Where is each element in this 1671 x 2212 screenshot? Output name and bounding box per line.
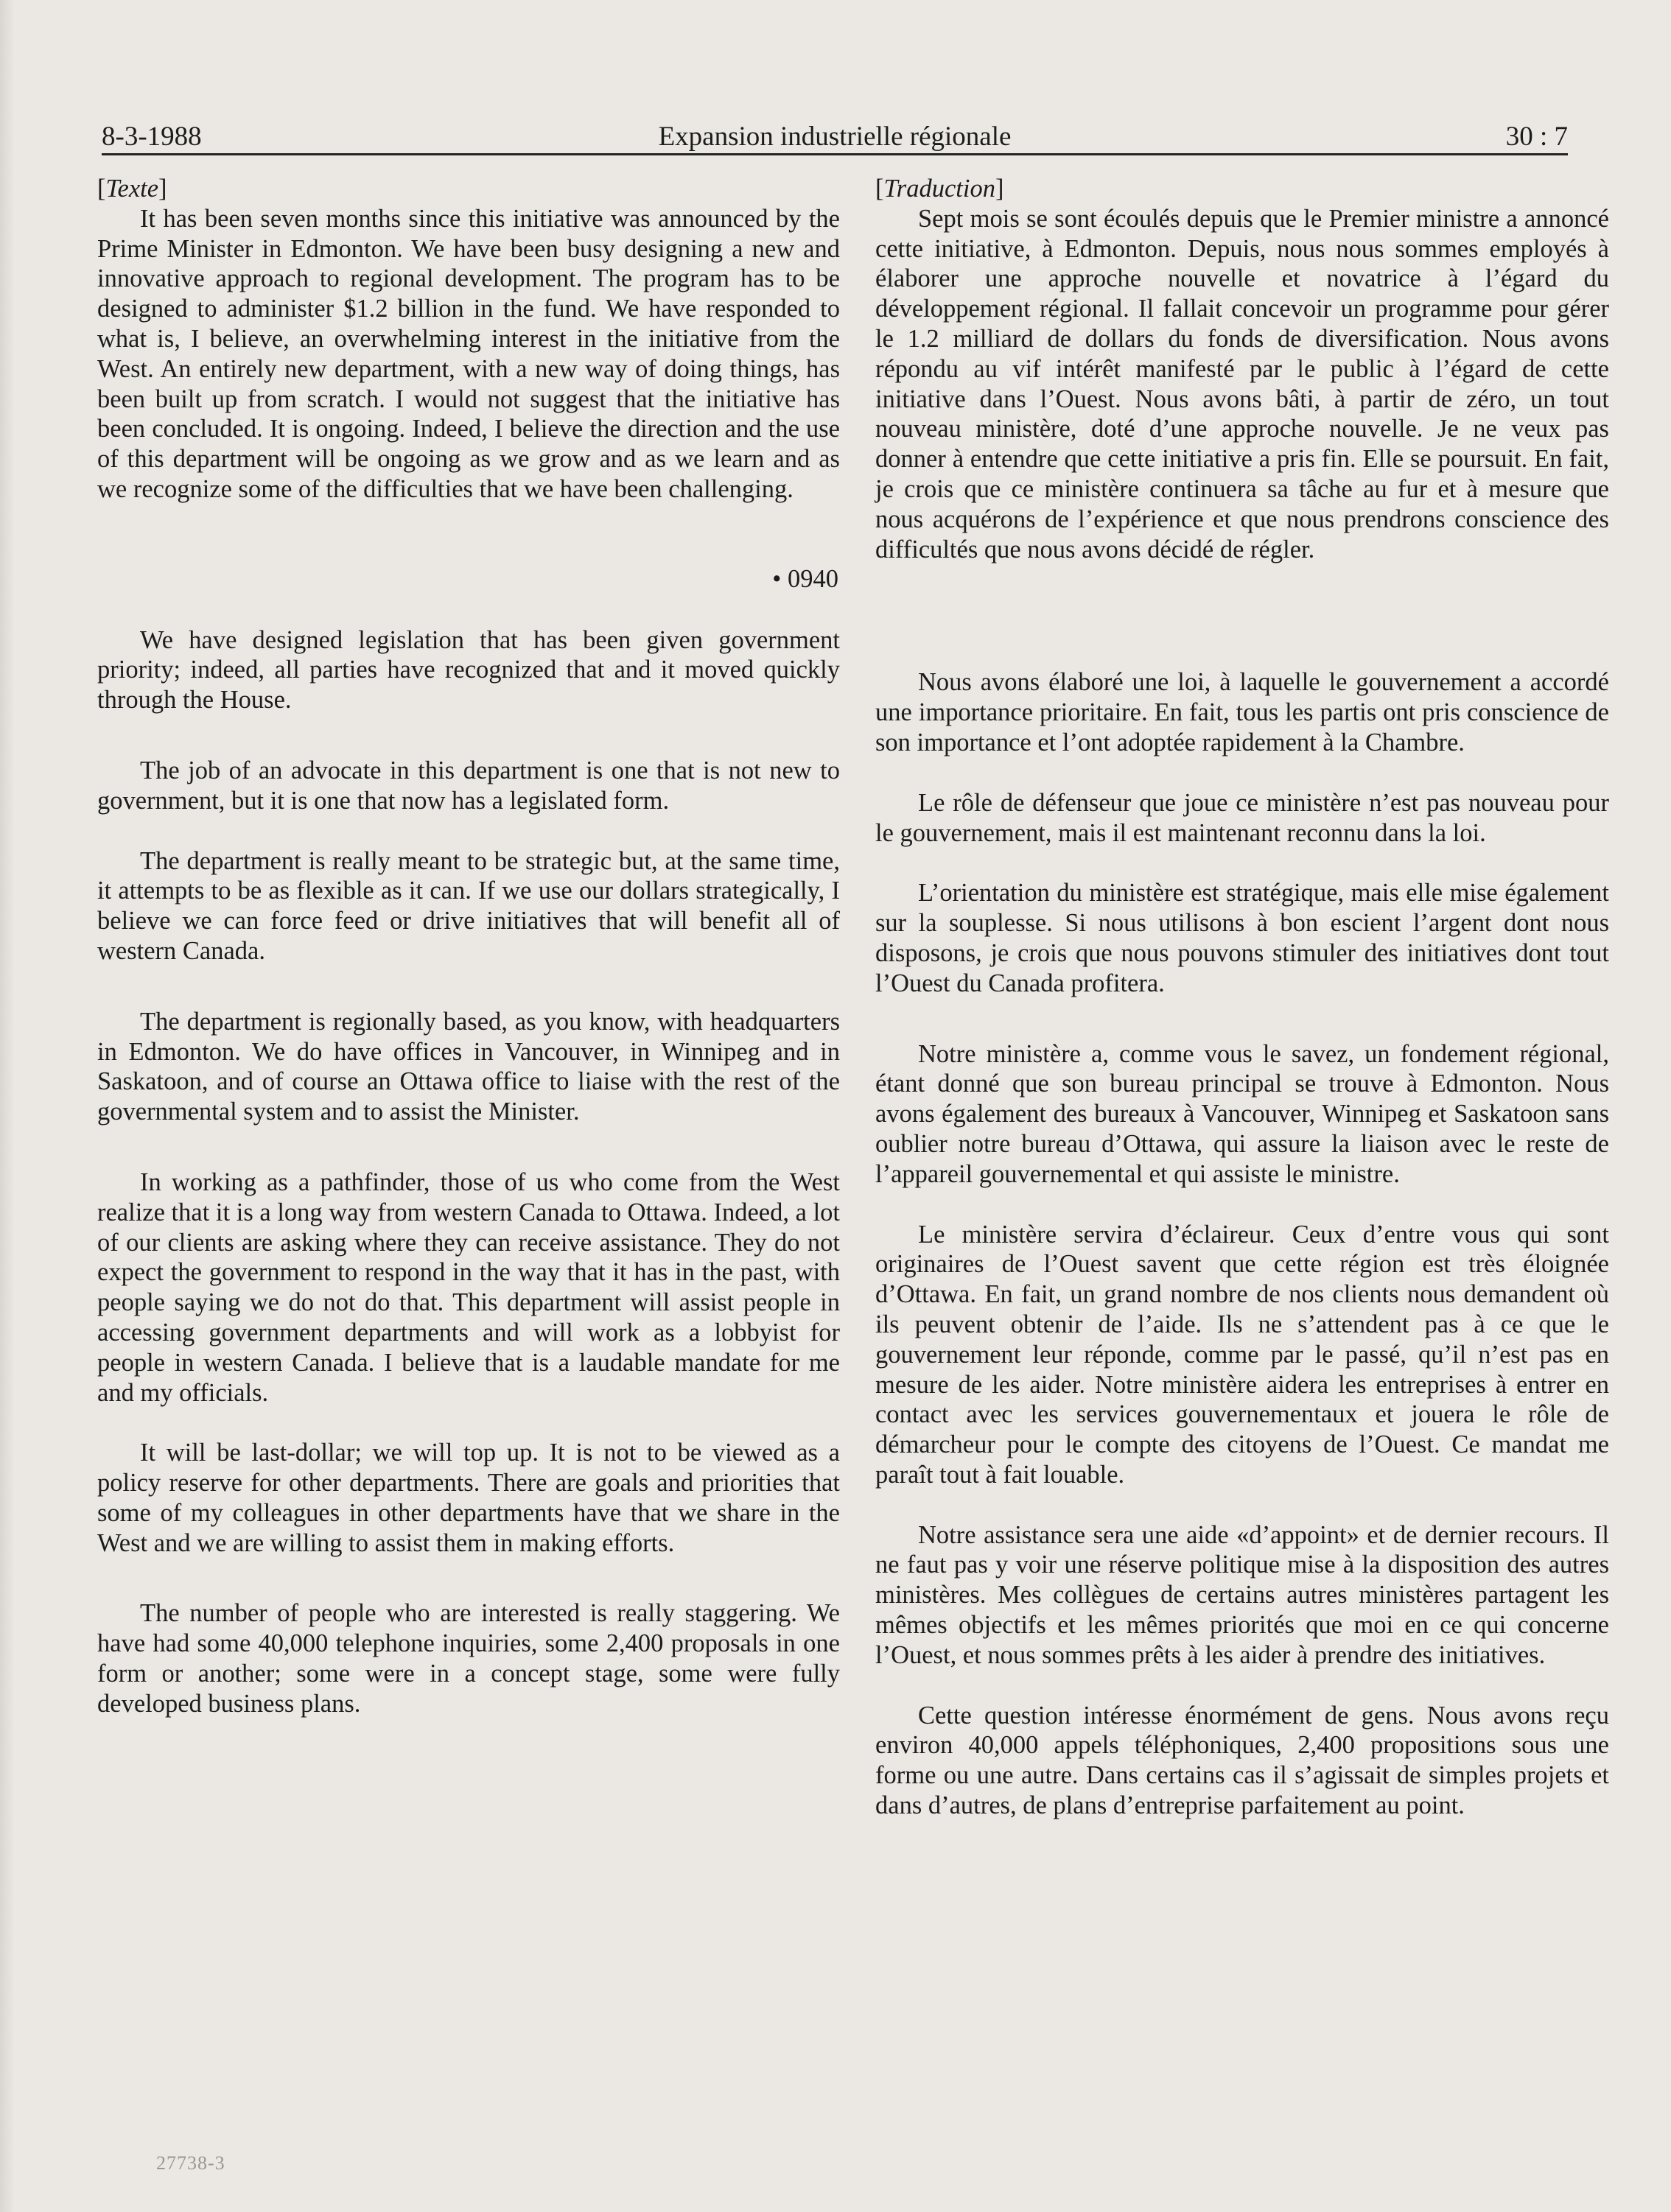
paragraph: The number of people who are interested is really staggering. We have had some 40,000 telephone inquiries, some 2,400 proposals in one form or another; some were in a concept stage, some were fully developed business plans. [97,1599,840,1718]
column-label: [Texte] [97,175,167,203]
paragraph: We have designed legislation that has been given government priority; indeed, all parties have recognized that and it moved quickly through the House. [97,625,840,714]
paragraph: It has been seven months since this initiative was announced by the Prime Minister in Edmonton. We have been busy designing a new and innovative approach to regional development. The program has to be designed to administer $1.2 billion in the fund. We have responded to what is, I believe, an overwhelming interest in the initiative from the West. An entirely new department, with a new way of doing things, has been built up from scratch. I would not suggest that the initiative has been concluded. It is ongoing. Indeed, I believe the direction and the use of this department will be ongoing as we grow and as we learn and as we recognize some of the difficulties that we have been challenging. [97,204,840,503]
header-date: 8-3-1988 [102,122,202,152]
paragraph: Nous avons élaboré une loi, à laquelle le gouvernement a accordé une importance prioritaire. En fait, tous les partis ont pris conscience de son importance et l’ont adoptée rapidement à la Chambre. [875,668,1609,756]
column-label: [Traduction] [875,175,1004,203]
paragraph: Le rôle de défenseur que joue ce ministère n’est pas nouveau pour le gouvernement, mais il est maintenant reconnu dans la loi. [875,788,1609,847]
paragraph: Notre ministère a, comme vous le savez, un fondement régional, étant donné que son bureau principal se trouve à Edmonton. Nous avons également des bureaux à Vancouver, Winnipeg et Saskatoon sans oublier notre bureau d’Ottawa, qui assure la liaison avec le reste de l’appareil gouvernemental et qui assiste le ministre. [875,1039,1609,1188]
french-column [875,174,1609,1821]
paragraph: The department is really meant to be strategic but, at the same time, it attempts to be as flexible as it can. If we use our dollars strategically, I believe we can force feed or drive initiatives that will benefit all of western Canada. [97,846,840,965]
time-marker: • 0940 [772,564,838,593]
paragraph: Cette question intéresse énormément de gens. Nous avons reçu environ 40,000 appels téléphoniques, 2,400 propositions sous une forme ou une autre. Dans certains cas il s’agissait de simples projets et dans d’autres, de plans d’entreprise parfaitement au point. [875,1701,1609,1820]
paragraph: Le ministère servira d’éclaireur. Ceux d’entre vous qui sont originaires de l’Ouest savent que cette région est très éloignée d’Ottawa. En fait, un grand nombre de nos clients nous demandent où ils peuvent obtenir de l’aide. Ils ne s’attendent pas à ce que le gouvernement leur réponde, comme par le passé, qu’il n’est pas en mesure de les aider. Notre ministère aidera les entreprises à entrer en contact avec les services gouvernementaux et jouera le rôle de démarcheur pour le compte des citoyens de l’Ouest. Ce mandat me paraît tout à fait louable. [875,1220,1609,1489]
header-rule [102,153,1568,155]
header-title: Expansion industrielle régionale [658,122,1012,152]
paragraph: Notre assistance sera une aide «d’appoint» et de dernier recours. Il ne faut pas y voir une réserve politique mise à la disposition des autres ministères. Mes collègues de certains autres ministères partagent les mêmes objectifs et les mêmes priorités que moi en ce qui concerne l’Ouest, et nous sommes prêts à les aider à prendre des initiatives. [875,1520,1609,1669]
paragraph: L’orientation du ministère est stratégique, mais elle mise également sur la souplesse. Si nous utilisons à bon escient l’argent dont nous disposons, je crois que nous pouvons stimuler des initiatives dont tout l’Ouest du Canada profitera. [875,879,1609,997]
paragraph: In working as a pathfinder, those of us who come from the West realize that it is a long way from western Canada to Ottawa. Indeed, a lot of our clients are asking where they can receive assistance. They do not expect the government to respond in the way that it has in the past, with people saying we do not do that. This department will assist people in accessing government departments and will work as a lobbyist for people in western Canada. I believe that is a laudable mandate for me and my officials. [97,1168,840,1407]
footer-print-code: 27738-3 [156,2152,225,2174]
paragraph: Sept mois se sont écoulés depuis que le Premier ministre a annoncé cette initiative, à Edmonton. Depuis, nous nous sommes employés à élaborer une approche nouvelle et novatrice à l’égard du développement régional. Il fallait concevoir un programme pour gérer le 1.2 milliard de dollars du fonds de diversification. Nous avons répondu au vif intérêt manifesté par le public à l’égard de cette initiative dans l’Ouest. Nous avons bâti, à partir de zéro, un tout nouveau ministère, doté d’une approche nouvelle. Je ne veux pas donner à entendre que cette initiative a pris fin. Elle se poursuit. En fait, je crois que ce ministère continuera sa tâche au fur et à mesure que nous acquérons de l’expérience et que nous prendrons conscience des difficultés que nous avons décidé de régler. [875,204,1609,563]
running-header [102,118,1568,156]
paragraph: The department is regionally based, as you know, with headquarters in Edmonton. We do have offices in Vancouver, in Winnipeg and in Saskatoon, and of course an Ottawa office to liaise with the rest of the governmental system and to assist the Minister. [97,1007,840,1126]
page-edge-shadow [0,0,15,2212]
paragraph: The job of an advocate in this department is one that is not new to government, but it is one that now has a legislated form. [97,756,840,815]
header-page-number: 30 : 7 [1505,122,1568,152]
english-column [97,174,840,1719]
paragraph: It will be last-dollar; we will top up. It is not to be viewed as a policy reserve for other departments. There are goals and priorities that some of my colleagues in other departments have that we share in the West and we are willing to assist them in making efforts. [97,1439,840,1557]
